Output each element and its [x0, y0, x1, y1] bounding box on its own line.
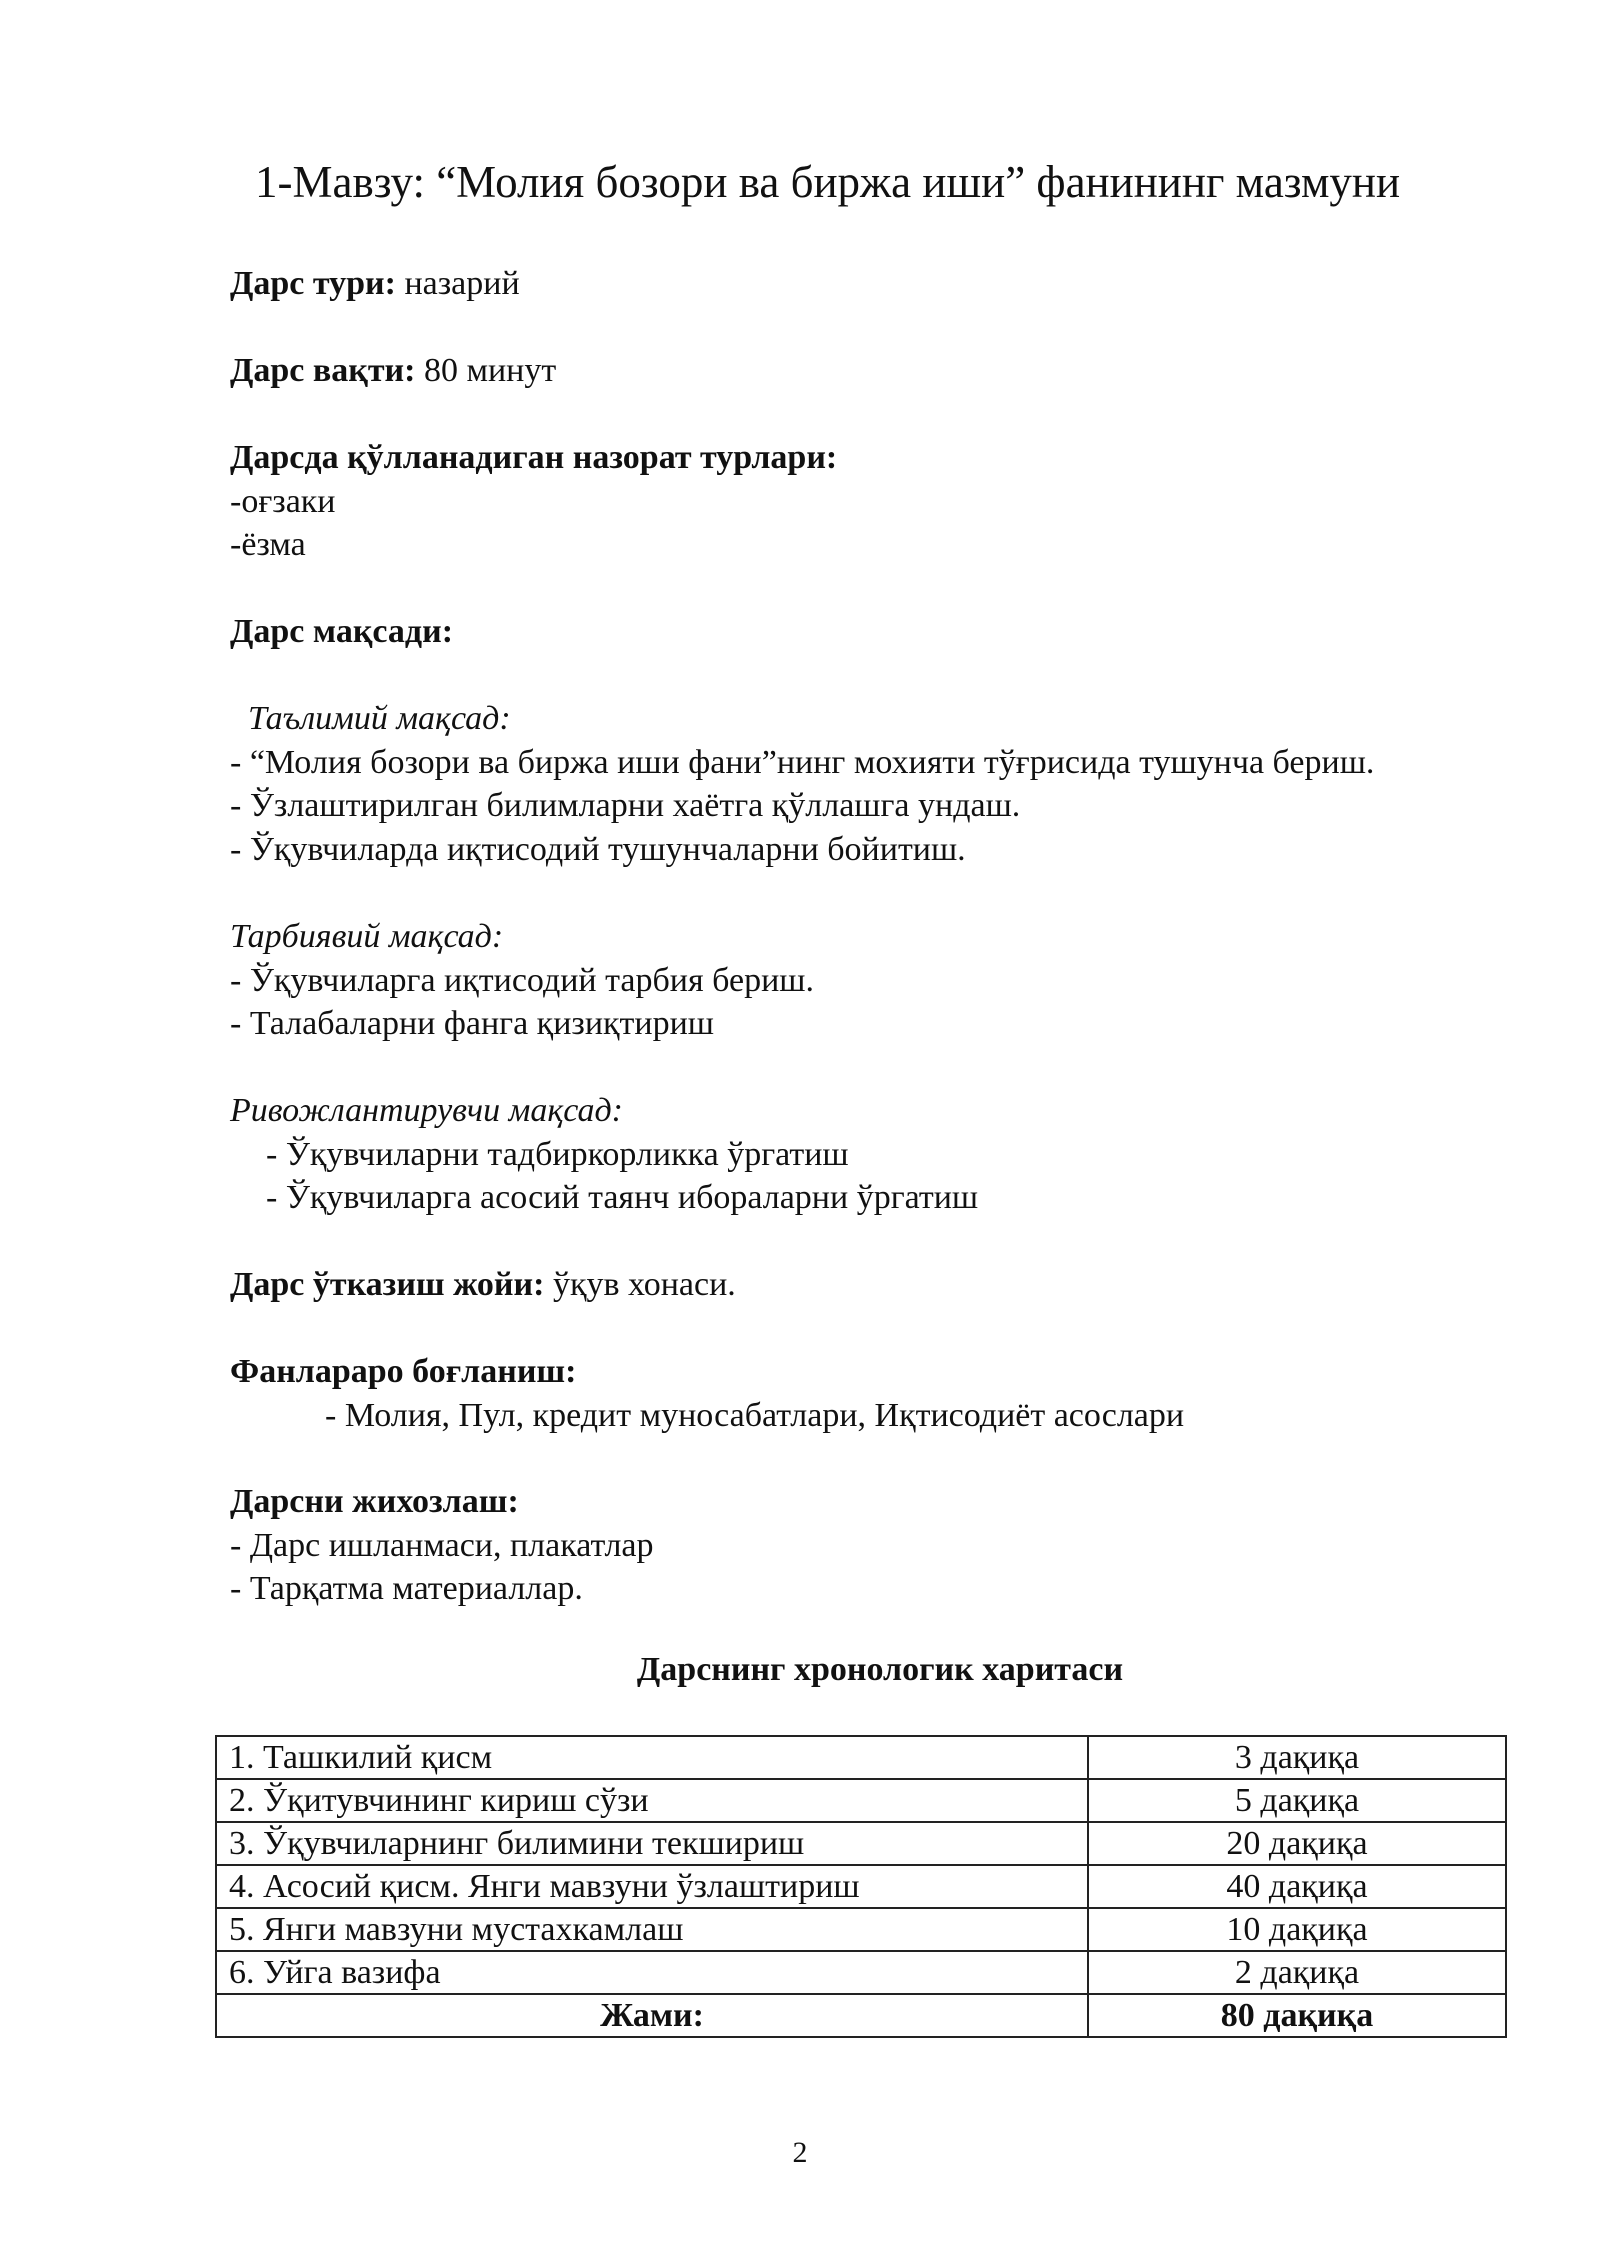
chronology-heading: Дарснинг хронологик харитаси [636, 1651, 1124, 1688]
total-label-cell: Жами: [216, 1994, 1088, 2037]
upbringing-goal-heading: Тарбиявий мақсад: [230, 918, 504, 955]
equipment-label: Дарсни жихозлаш: [230, 1483, 519, 1520]
table-row [216, 1865, 1506, 1908]
table-row [216, 1779, 1506, 1822]
interdisciplinary-section [230, 1350, 1530, 1437]
interdisciplinary-value: - Молия, Пул, кредит муносабатлари, Иқтисодиёт асослари [325, 1396, 1185, 1434]
lesson-time-label: Дарс вақти: [230, 352, 416, 389]
equipment-item: - Тарқатма материаллар. [230, 1570, 583, 1607]
lesson-type-line [230, 262, 1530, 306]
total-value-cell: 80 дақиқа [1088, 1994, 1506, 2037]
stage-duration-cell: 40 дақиқа [1088, 1865, 1506, 1908]
stage-name-cell: 1. Ташкилий қисм [216, 1736, 1088, 1779]
lesson-place-label: Дарс ўтказиш жойи: [230, 1266, 545, 1303]
lesson-goal-label: Дарс мақсади: [230, 613, 454, 650]
educational-goal-section [230, 697, 1530, 871]
interdisciplinary-label: Фанлараро боғланиш: [230, 1353, 577, 1390]
document-title: 1-Мавзу: “Молия бозори ва биржа иши” фанининг мазмуни [255, 157, 1401, 207]
developmental-goal-heading: Ривожлантирувчи мақсад: [230, 1092, 623, 1129]
control-types-label: Дарсда қўлланадиган назорат турлари: [230, 439, 838, 476]
stage-name-cell: 5. Янги мавзуни мустахкамлаш [216, 1908, 1088, 1951]
developmental-goal-item: - Ўқувчиларга асосий таянч ибораларни ўргатиш [266, 1179, 979, 1216]
lesson-type-label: Дарс тури: [230, 265, 396, 302]
lesson-time-line [230, 349, 1530, 393]
stage-name-cell: 2. Ўқитувчининг кириш сўзи [216, 1779, 1088, 1822]
upbringing-goal-section [230, 915, 1530, 1046]
equipment-item: - Дарс ишланмаси, плакатлар [230, 1526, 654, 1564]
stage-name-cell: 3. Ўқувчиларнинг билимини текшириш [216, 1822, 1088, 1865]
lesson-type-value: назарий [395, 265, 520, 302]
table-row [216, 1822, 1506, 1865]
lesson-place-value: ўқув хонаси. [544, 1266, 736, 1303]
stage-name-cell: 6. Уйга вазифа [216, 1951, 1088, 1994]
page-number: 2 [792, 2136, 808, 2169]
stage-duration-cell: 3 дақиқа [1088, 1736, 1506, 1779]
stage-duration-cell: 10 дақиқа [1088, 1908, 1506, 1951]
developmental-goal-section [230, 1089, 1530, 1220]
stage-duration-cell: 2 дақиқа [1088, 1951, 1506, 1994]
control-type-item: -оғзаки [230, 482, 336, 520]
lesson-time-value: 80 минут [415, 352, 557, 389]
educational-goal-item: - “Молия бозори ва биржа иши фани”нинг мохияти тўғрисида тушунча бериш. [230, 743, 1375, 781]
table-row [216, 1951, 1506, 1994]
educational-goal-item: - Ўзлаштирилган билимларни хаётга қўллашга ундаш. [230, 787, 1021, 824]
equipment-section [230, 1480, 1530, 1611]
stage-name-cell: 4. Асосий қисм. Янги мавзуни ўзлаштириш [216, 1865, 1088, 1908]
upbringing-goal-item: - Ўқувчиларга иқтисодий тарбия бериш. [230, 961, 814, 999]
educational-goal-item: - Ўқувчиларда иқтисодий тушунчаларни бойитиш. [230, 830, 966, 868]
stage-duration-cell: 20 дақиқа [1088, 1822, 1506, 1865]
lesson-goal-section [230, 610, 1530, 654]
table-total-row [216, 1994, 1506, 2037]
upbringing-goal-item: - Талабаларни фанга қизиқтириш [230, 1005, 714, 1042]
stage-duration-cell: 5 дақиқа [1088, 1779, 1506, 1822]
developmental-goal-item: - Ўқувчиларни тадбиркорликка ўргатиш [266, 1135, 849, 1173]
lesson-place-line [230, 1263, 1530, 1307]
control-type-item: -ёзма [230, 526, 306, 563]
control-types-section [230, 436, 1530, 567]
table-row [216, 1736, 1506, 1779]
chronology-table [215, 1735, 1507, 2038]
educational-goal-heading: Таълимий мақсад: [248, 700, 511, 737]
table-row [216, 1908, 1506, 1951]
